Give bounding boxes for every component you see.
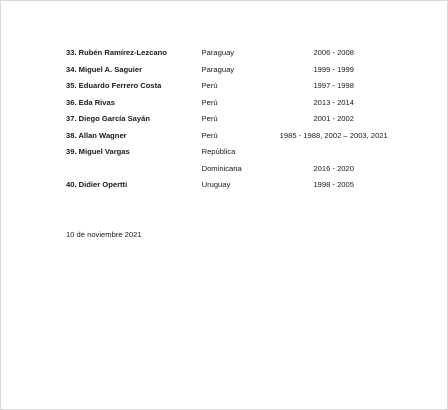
entry-years: 1997 - 1998 bbox=[313, 81, 354, 91]
entry-country: República bbox=[201, 147, 236, 157]
entry-years: 2006 - 2008 bbox=[313, 48, 354, 58]
list-item bbox=[66, 62, 406, 79]
entry-name: 38. Allan Wagner bbox=[66, 130, 127, 140]
entry-country: Dominicana bbox=[201, 163, 242, 173]
entry-country: Perú bbox=[201, 81, 218, 91]
entry-years: 1999 - 1999 bbox=[313, 64, 354, 74]
entry-country: Uruguay bbox=[201, 180, 231, 190]
foreign-ministers-list bbox=[66, 45, 406, 194]
entry-country: Perú bbox=[201, 97, 218, 107]
list-item bbox=[66, 78, 406, 95]
entry-name: 37. Diego García Sayán bbox=[66, 114, 150, 124]
list-item bbox=[66, 95, 406, 112]
entry-country: Paraguay bbox=[201, 48, 235, 58]
entry-years: 1998 - 2005 bbox=[313, 180, 354, 190]
list-item bbox=[66, 111, 406, 128]
entry-name: 40. Didier Opertti bbox=[66, 180, 128, 190]
entry-name: 39. Miguel Vargas bbox=[66, 147, 130, 157]
list-item bbox=[66, 144, 406, 161]
entry-name: 36. Eda Rivas bbox=[66, 97, 115, 107]
entry-name: 33. Rubén Ramírez-Lezcano bbox=[66, 48, 167, 58]
list-item bbox=[66, 161, 406, 178]
entry-years: 1985 - 1988, 2002 – 2003, 2021 bbox=[279, 130, 388, 140]
entry-name: 35. Eduardo Ferrero Costa bbox=[66, 81, 162, 91]
entry-years: 2013 - 2014 bbox=[313, 97, 354, 107]
entry-country: Perú bbox=[201, 114, 218, 124]
list-item bbox=[66, 128, 406, 145]
entry-years: 2001 - 2002 bbox=[313, 114, 354, 124]
entry-name: 34. Miguel A. Saguier bbox=[66, 64, 143, 74]
list-item bbox=[66, 177, 406, 194]
entry-country: Paraguay bbox=[201, 64, 235, 74]
list-item bbox=[66, 45, 406, 62]
entry-years: 2016 - 2020 bbox=[313, 163, 354, 173]
document-date: 10 de noviembre 2021 bbox=[66, 230, 142, 239]
entry-country: Perú bbox=[201, 130, 218, 140]
